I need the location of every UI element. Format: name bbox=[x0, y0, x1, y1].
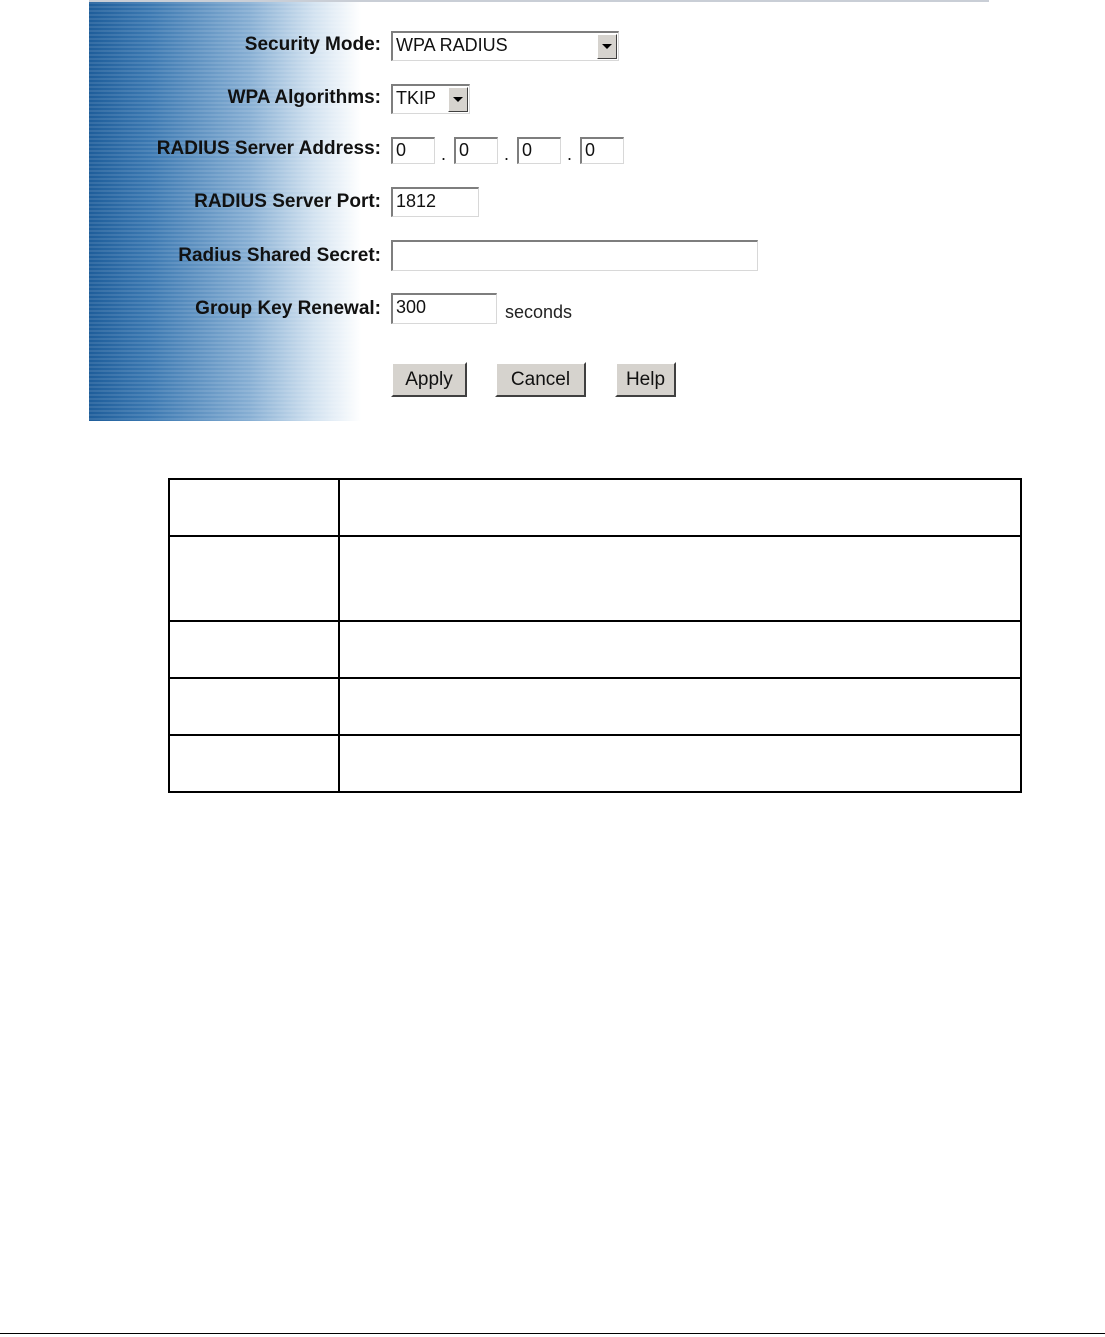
table-cell-field bbox=[169, 536, 339, 621]
wpa-algorithms-dropdown-button[interactable] bbox=[448, 87, 468, 112]
table-cell-description bbox=[339, 735, 1021, 792]
field-description-table bbox=[168, 478, 1022, 793]
panel-top-border bbox=[89, 0, 989, 2]
table-row bbox=[169, 678, 1021, 735]
security-mode-dropdown-button[interactable] bbox=[597, 34, 617, 59]
table-row bbox=[169, 735, 1021, 792]
group-key-renewal-label: Group Key Renewal: bbox=[195, 298, 381, 319]
table-cell-field bbox=[169, 621, 339, 678]
radius-shared-secret-label: Radius Shared Secret: bbox=[178, 245, 381, 266]
ip-separator-dot: . bbox=[441, 144, 447, 164]
table-cell-field bbox=[169, 735, 339, 792]
group-key-renewal-input[interactable]: 300 bbox=[391, 293, 497, 324]
apply-button[interactable]: Apply bbox=[391, 362, 467, 397]
table-cell-description bbox=[339, 678, 1021, 735]
chevron-down-icon bbox=[453, 97, 463, 102]
ip-separator-dot: . bbox=[567, 144, 573, 164]
security-mode-value: WPA RADIUS bbox=[396, 35, 508, 55]
table-row bbox=[169, 621, 1021, 678]
table-cell-description bbox=[339, 479, 1021, 536]
settings-panel bbox=[89, 0, 989, 421]
security-mode-label: Security Mode: bbox=[244, 34, 381, 55]
help-button[interactable]: Help bbox=[615, 362, 676, 397]
cancel-button[interactable]: Cancel bbox=[495, 362, 586, 397]
table-cell-field bbox=[169, 678, 339, 735]
radius-server-port-label: RADIUS Server Port: bbox=[194, 191, 381, 212]
group-key-renewal-unit: seconds bbox=[505, 302, 573, 322]
table-row bbox=[169, 536, 1021, 621]
table-cell-field bbox=[169, 479, 339, 536]
radius-ip-octet-3[interactable]: 0 bbox=[517, 137, 561, 164]
page-bottom-rule bbox=[0, 1333, 1105, 1334]
wpa-algorithms-label: WPA Algorithms: bbox=[227, 87, 381, 108]
radius-server-port-input[interactable]: 1812 bbox=[391, 187, 479, 217]
radius-ip-octet-2[interactable]: 0 bbox=[454, 137, 498, 164]
table-cell-description bbox=[339, 621, 1021, 678]
radius-ip-octet-4[interactable]: 0 bbox=[580, 137, 624, 164]
wpa-algorithms-value: TKIP bbox=[396, 88, 437, 108]
radius-ip-octet-1[interactable]: 0 bbox=[391, 137, 435, 164]
ip-separator-dot: . bbox=[504, 144, 510, 164]
radius-shared-secret-input[interactable] bbox=[391, 240, 758, 271]
chevron-down-icon bbox=[602, 44, 612, 49]
table-row bbox=[169, 479, 1021, 536]
table-cell-description bbox=[339, 536, 1021, 621]
wpa-algorithms-select[interactable] bbox=[391, 84, 470, 114]
radius-server-address-label: RADIUS Server Address: bbox=[156, 138, 381, 159]
security-mode-select[interactable] bbox=[391, 31, 619, 61]
